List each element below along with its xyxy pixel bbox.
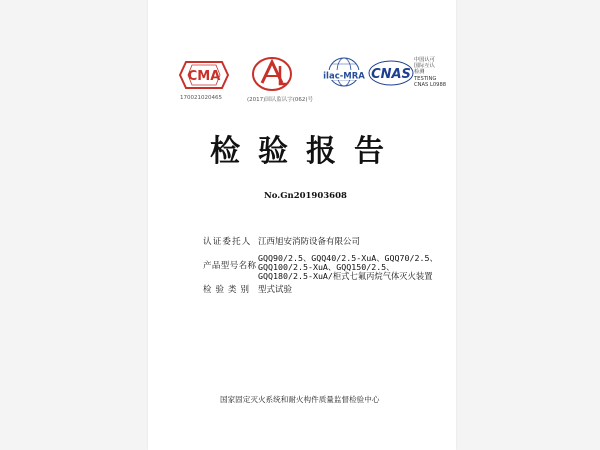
cnas-logo — [368, 60, 414, 86]
model-value — [258, 254, 458, 281]
cma-logo — [178, 60, 230, 90]
cnas-side-text — [414, 57, 446, 88]
cnas-side-line: 中国认可 — [414, 57, 435, 63]
report-title: 检验报告 — [210, 134, 402, 169]
model-line: GQQ100/2.5-XuA、GQQ150/2.5、 — [258, 262, 395, 272]
cma-logo-text: CMA — [187, 69, 221, 84]
model-label: 产品型号名称 — [203, 261, 257, 271]
model-line: GQQ180/2.5-XuA/柜式七氟丙烷气体灭火装置 — [258, 271, 433, 281]
cal-caption: (2017)国认监认字(062)号 — [247, 97, 314, 103]
client-value: 江西旭安消防设备有限公司 — [258, 237, 361, 247]
client-label: 认证委托人 — [203, 237, 252, 247]
cma-caption: 170021020465 — [180, 95, 222, 101]
cnas-side-line: TESTING — [414, 75, 437, 82]
type-value: 型式试验 — [258, 285, 293, 295]
issuing-organization: 国家固定灭火系统和耐火构件质量监督检验中心 — [220, 395, 380, 404]
cnas-logo-text: CNAS — [371, 67, 411, 82]
cnas-side-line: CNAS L0988 — [414, 81, 447, 88]
ilac-mra-text: ilac-MRA — [323, 71, 365, 82]
ilac-mra-logo — [320, 54, 368, 96]
model-line: GQQ90/2.5、GQQ40/2.5-XuA、GQQ70/2.5、 — [258, 253, 438, 263]
type-label: 检验类别 — [203, 285, 254, 295]
report-number: No.Gn201903608 — [264, 191, 347, 201]
cnas-side-line: 检测 — [414, 69, 425, 76]
cnas-side-line: 国际互认 — [414, 63, 435, 70]
cal-logo — [251, 56, 293, 92]
